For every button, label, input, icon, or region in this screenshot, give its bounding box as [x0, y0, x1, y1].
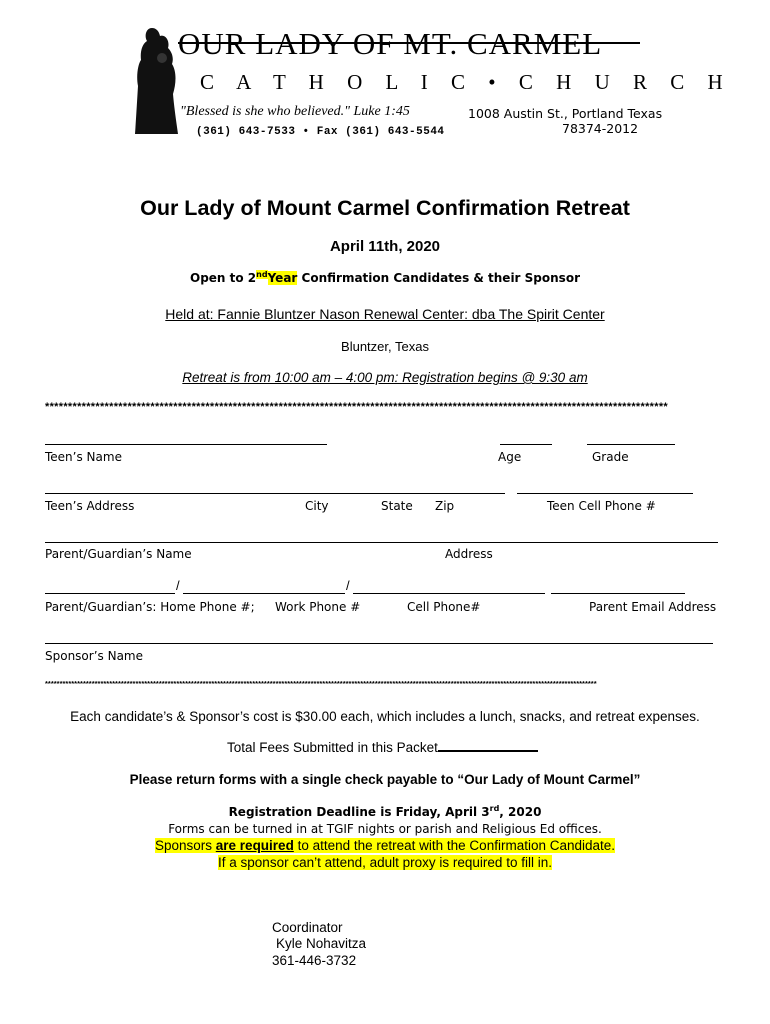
parent-email-field[interactable]	[551, 593, 685, 594]
coordinator-name: Kyle Nohavitza	[276, 936, 367, 951]
phone-separator: /	[176, 578, 180, 593]
coordinator-phone: 361-446-3732	[272, 953, 357, 968]
payment-instructions: Please return forms with a single check payable to “Our Lady of Mount Carmel”	[129, 772, 641, 787]
proxy-requirement: If a sponsor can’t attend, adult proxy is required to fill in.	[218, 855, 552, 870]
cell-phone-field[interactable]	[353, 593, 545, 594]
separator-stars: ****************************************************************************************************************************************	[45, 401, 668, 413]
home-phone-field[interactable]	[45, 593, 175, 594]
turn-in-instructions: Forms can be turned in at TGIF nights or parish and Religious Ed offices.	[168, 822, 602, 836]
age-field[interactable]	[500, 444, 552, 445]
event-date: April 11th, 2020	[329, 238, 441, 255]
grade-field[interactable]	[587, 444, 675, 445]
teen-name-label: Teen’s Name	[45, 450, 122, 464]
venue-line: Held at: Fannie Bluntzer Nason Renewal Center: dba The Spirit Center	[165, 306, 605, 322]
zip-label: Zip	[435, 499, 455, 513]
total-fees-line	[227, 740, 538, 755]
sponsor-requirement: Sponsors are required to attend the retreat with the Confirmation Candidate.	[154, 838, 616, 853]
work-phone-field[interactable]	[183, 593, 345, 594]
registration-deadline: Registration Deadline is Friday, April 3rd, 2020	[228, 804, 542, 819]
venue-location: Bluntzer, Texas	[341, 339, 429, 354]
home-phone-label: Parent/Guardian’s: Home Phone #;	[45, 600, 255, 614]
sponsor-name-field[interactable]	[45, 643, 713, 644]
teen-address-label: Teen’s Address	[45, 499, 135, 513]
teen-address-field[interactable]	[45, 493, 505, 494]
cell-phone-label: Cell Phone#	[407, 600, 481, 614]
total-fees-label: Total Fees Submitted in this Packet	[227, 740, 438, 755]
grade-label: Grade	[592, 450, 629, 464]
teen-cell-label: Teen Cell Phone #	[547, 499, 656, 513]
teen-cell-field[interactable]	[517, 493, 693, 494]
church-phone-fax: (361) 643-7533 • Fax (361) 643-5544	[196, 126, 445, 138]
parent-email-label: Parent Email Address	[589, 600, 717, 614]
state-label: State	[381, 499, 413, 513]
parent-name-address-field[interactable]	[45, 542, 718, 543]
church-address: 1008 Austin St., Portland Texas	[468, 106, 663, 121]
church-zip: 78374-2012	[562, 121, 639, 136]
sponsor-name-label: Sponsor’s Name	[45, 649, 143, 663]
church-subtitle: C A T H O L I C • C H U R C H	[200, 70, 732, 94]
church-name: OUR LADY OF MT. CARMEL	[178, 26, 603, 61]
phone-separator: /	[346, 578, 350, 593]
coordinator-label: Coordinator	[272, 920, 343, 935]
letterhead-rule	[178, 42, 640, 44]
cost-text: Each candidate’s & Sponsor’s cost is $30.00 each, which includes a lunch, snacks, and retreat expenses.	[70, 709, 700, 724]
separator-stars-2: *********************************************************************************************************************************************************************************************	[45, 679, 597, 688]
age-label: Age	[498, 450, 522, 464]
teen-name-field[interactable]	[45, 444, 327, 445]
scripture-quote: "Blessed is she who believed." Luke 1:45	[180, 104, 410, 119]
eligibility-line: Open to 2ndYear Confirmation Candidates & their Sponsor	[190, 270, 580, 285]
city-label: City	[305, 499, 329, 513]
madonna-silhouette-logo	[132, 24, 184, 136]
work-phone-label: Work Phone #	[275, 600, 361, 614]
retreat-time: Retreat is from 10:00 am – 4:00 pm: Registration begins @ 9:30 am	[182, 370, 588, 385]
address-label: Address	[445, 547, 493, 561]
page-title: Our Lady of Mount Carmel Confirmation Retreat	[140, 196, 630, 220]
parent-name-label: Parent/Guardian’s Name	[45, 547, 192, 561]
total-fees-field[interactable]	[438, 750, 538, 752]
